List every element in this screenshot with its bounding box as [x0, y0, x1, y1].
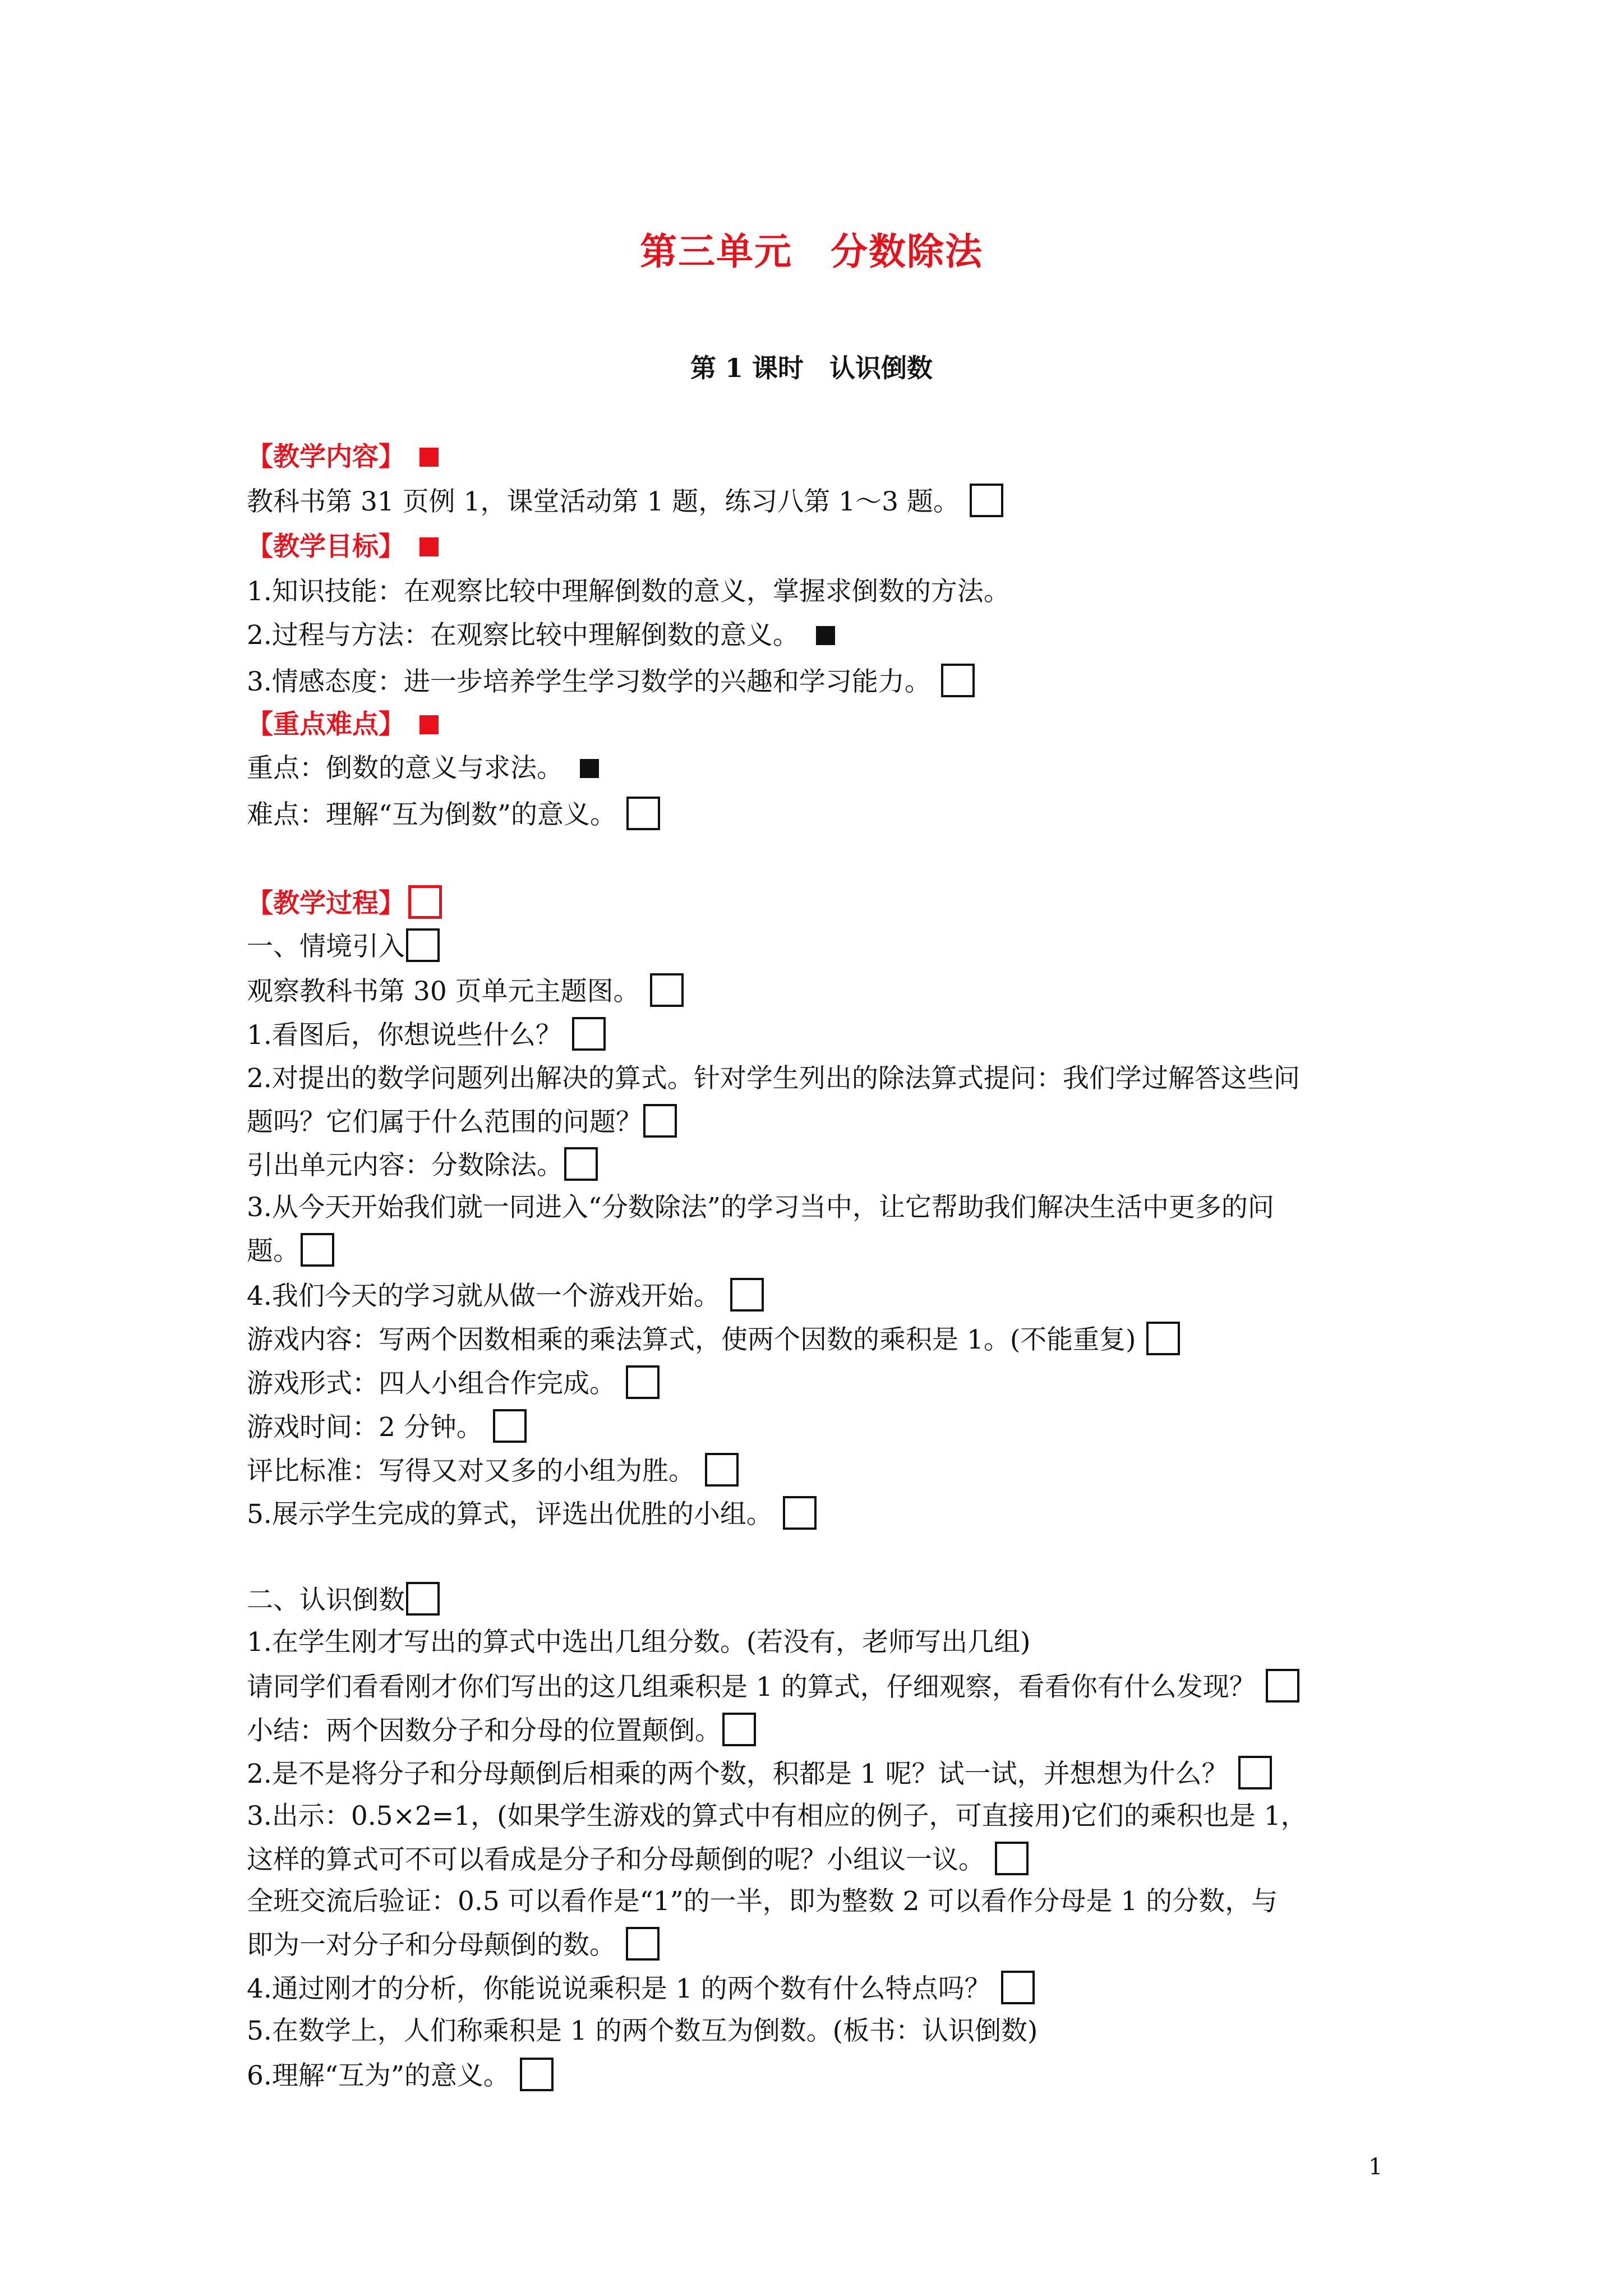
- checkbox[interactable]: [406, 1582, 440, 1616]
- line-text: 5.展示学生完成的算式，评选出优胜的小组。: [247, 1499, 773, 1530]
- line-text: 即为一对分子和分母颠倒的数。: [247, 1930, 616, 1961]
- black-square-marker: [580, 759, 599, 778]
- process-line: [247, 1365, 1399, 1401]
- line-text: 小结：两个因数分子和分母的位置颠倒。: [247, 1715, 721, 1746]
- line-text: 游戏内容：写两个因数相乘的乘法算式，使两个因数的乘积是 1。(不能重复): [247, 1324, 1136, 1355]
- process-line: [247, 1885, 1399, 1918]
- process-line: [247, 2014, 1399, 2048]
- content-text: 教科书第 31 页例 1，课堂活动第 1 题，练习八第 1～3 题。: [247, 486, 960, 517]
- checkbox[interactable]: [626, 1927, 660, 1961]
- process-line: [247, 1453, 1399, 1488]
- checkbox[interactable]: [705, 1453, 739, 1487]
- process-line: [247, 1233, 1399, 1268]
- line-text: 这样的算式可不可以看成是分子和分母颠倒的呢？小组议一议。: [247, 1844, 985, 1875]
- line-text: 观察教科书第 30 页单元主题图。: [247, 976, 640, 1007]
- process-line: [247, 1800, 1399, 1833]
- key-point-line: [247, 752, 1399, 785]
- checkbox[interactable]: [1266, 1669, 1299, 1703]
- checkbox[interactable]: [520, 2058, 554, 2091]
- line-text: 题吗？它们属于什么范围的问题？: [247, 1107, 642, 1138]
- red-square-marker: [419, 537, 439, 556]
- line-text: 评比标准：写得又对又多的小组为胜。: [247, 1456, 695, 1487]
- process-line: [247, 1971, 1399, 2006]
- difficult-point-line: [247, 797, 1399, 832]
- line-text: 5.在数学上，人们称乘积是 1 的两个数互为倒数。(板书：认识倒数): [247, 2016, 1038, 2046]
- black-square-marker: [816, 626, 835, 645]
- process-line: [247, 1322, 1399, 1357]
- goal-item: [247, 619, 1399, 652]
- checkbox[interactable]: [783, 1496, 817, 1530]
- line-text: 2.是不是将分子和分母颠倒后相乘的两个数，积都是 1 呢？试一试，并想想为什么？: [247, 1759, 1228, 1789]
- section1-title: [247, 928, 1399, 964]
- red-square-marker: [419, 715, 439, 734]
- checkbox[interactable]: [572, 1017, 606, 1051]
- process-line: [247, 1409, 1399, 1444]
- checkbox[interactable]: [722, 1713, 756, 1746]
- checkbox[interactable]: [730, 1278, 764, 1312]
- line-text: 请同学们看看刚才你们写出的这几组乘积是 1 的算式，仔细观察，看看你有什么发现？: [247, 1672, 1256, 1703]
- difficult-point-text: 难点：理解“互为倒数”的意义。: [247, 799, 617, 830]
- checkbox[interactable]: [564, 1147, 598, 1181]
- goal-item: [247, 575, 1399, 609]
- checkbox[interactable]: [643, 1104, 677, 1138]
- process-line: [247, 1713, 1399, 1748]
- line-text: 全班交流后验证：0.5 可以看作是“1”的一半，即为整数 2 可以看作分母是 1 的分数，与: [247, 1886, 1278, 1917]
- process-line: [247, 1756, 1399, 1791]
- lesson-subtitle: 第 1 课时 认识倒数: [690, 353, 933, 383]
- line-text: 4.我们今天的学习就从做一个游戏开始。: [247, 1281, 720, 1312]
- process-line: [247, 1842, 1399, 1877]
- line-text: 6.理解“互为”的意义。: [247, 2060, 510, 2091]
- checkbox[interactable]: [1001, 1971, 1035, 2004]
- line-text: 游戏形式：四人小组合作完成。: [247, 1368, 616, 1399]
- section-heading-content: [247, 440, 1399, 474]
- line-text: 题。: [247, 1236, 299, 1267]
- checkbox[interactable]: [406, 928, 440, 962]
- checkbox[interactable]: [493, 1409, 527, 1443]
- heading-text: 【重点难点】: [247, 709, 405, 740]
- process-line: [247, 1927, 1399, 1962]
- heading-text: 【教学目标】: [247, 531, 405, 562]
- section-heading-key-points: [247, 708, 1399, 742]
- process-line: [247, 1062, 1399, 1096]
- goal-text: 2.过程与方法：在观察比较中理解倒数的意义。: [247, 620, 799, 651]
- heading-text: 【教学过程】: [247, 888, 405, 919]
- heading-text: 【教学内容】: [247, 441, 405, 472]
- checkbox[interactable]: [626, 1365, 660, 1399]
- checkbox[interactable]: [1238, 1756, 1272, 1789]
- checkbox[interactable]: [301, 1233, 334, 1267]
- line-text: 1.在学生刚才写出的算式中选出几组分数。(若没有，老师写出几组): [247, 1627, 1031, 1658]
- line-text: 1.看图后，你想说些什么？: [247, 1020, 562, 1051]
- line-text: 游戏时间：2 分钟。: [247, 1412, 483, 1443]
- line-text: 引出单元内容：分数除法。: [247, 1150, 563, 1181]
- process-line: [247, 1626, 1399, 1659]
- checkbox[interactable]: [995, 1842, 1029, 1875]
- line-text: 3.出示：0.5×2=1，(如果学生游戏的算式中有相应的例子，可直接用)它们的乘积也是 1，: [247, 1801, 1307, 1832]
- checkbox[interactable]: [626, 797, 660, 830]
- key-point-text: 重点：倒数的意义与求法。: [247, 753, 563, 784]
- process-line: [247, 1104, 1399, 1139]
- section-heading-goals: [247, 530, 1399, 564]
- process-line: [247, 1669, 1399, 1704]
- line-text: 3.从今天开始我们就一同进入“分数除法”的学习当中，让它帮助我们解决生活中更多的问: [247, 1192, 1274, 1223]
- section-title-text: 一、情境引入: [247, 931, 405, 962]
- content-line: [247, 484, 1399, 519]
- page-title: 第三单元 分数除法: [640, 229, 983, 273]
- process-line: [247, 1191, 1399, 1225]
- process-line: [247, 973, 1399, 1009]
- goal-text: 1.知识技能：在观察比较中理解倒数的意义，掌握求倒数的方法。: [247, 576, 1010, 607]
- section-title-text: 二、认识倒数: [247, 1585, 405, 1616]
- process-line: [247, 1017, 1399, 1052]
- checkbox[interactable]: [1146, 1322, 1180, 1355]
- section2-title: [247, 1582, 1399, 1617]
- checkbox[interactable]: [970, 484, 1003, 517]
- red-square-marker: [419, 448, 439, 467]
- line-text: 2.对提出的数学问题列出解决的算式。针对学生列出的除法算式提问：我们学过解答这些问: [247, 1063, 1300, 1094]
- page-number: 1: [1368, 2154, 1383, 2180]
- goal-text: 3.情感态度：进一步培养学生学习数学的兴趣和学习能力。: [247, 666, 931, 697]
- process-line: [247, 1147, 1399, 1182]
- section-heading-process: [247, 885, 1399, 921]
- process-line: [247, 1496, 1399, 1531]
- checkbox-red[interactable]: [408, 885, 442, 919]
- checkbox[interactable]: [941, 664, 975, 697]
- goal-item: [247, 664, 1399, 699]
- line-text: 4.通过刚才的分析，你能说说乘积是 1 的两个数有什么特点吗？: [247, 1973, 991, 2004]
- checkbox[interactable]: [650, 973, 684, 1007]
- process-line: [247, 2058, 1399, 2093]
- process-line: [247, 1278, 1399, 1313]
